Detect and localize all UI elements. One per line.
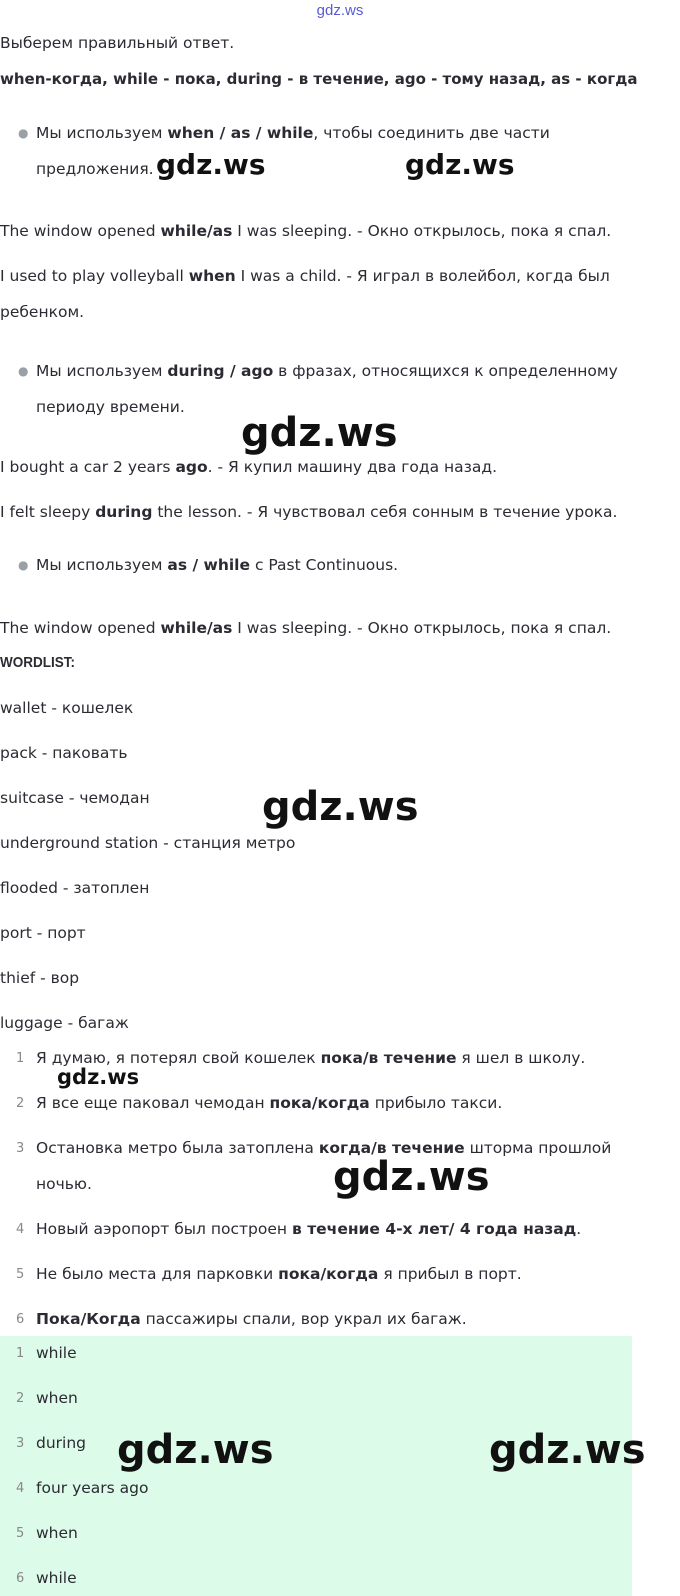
- sentence-post: прибыло такси.: [369, 1094, 503, 1112]
- example-3-pre: I bought a car 2 years: [0, 458, 176, 476]
- bullet-dot: ●: [18, 364, 29, 378]
- site-watermark-top[interactable]: gdz.ws: [316, 2, 364, 19]
- example-4-bold: during: [95, 503, 153, 521]
- rule-2-bold: during / ago: [167, 362, 274, 380]
- rule-1-pre: Мы используем: [36, 124, 168, 142]
- answer-item: when: [36, 1524, 78, 1542]
- rule-2-pre: Мы используем: [36, 362, 168, 380]
- watermark: gdz.ws: [489, 1427, 646, 1473]
- answer-number: 4: [16, 1481, 25, 1496]
- sentence-bold: пока/когда: [278, 1265, 379, 1283]
- watermark: gdz.ws: [405, 148, 515, 181]
- watermark: gdz.ws: [241, 410, 398, 456]
- example-2-bold: when: [188, 267, 236, 285]
- wordlist-heading: WORDLIST:: [0, 654, 75, 671]
- intro-text: Выберем правильный ответ.: [0, 34, 235, 52]
- sentence-pre: Остановка метро была затоплена: [36, 1139, 319, 1157]
- answer-item: when: [36, 1389, 78, 1407]
- rule-2-post: в фразах, относящихся к определенному периоду времени.: [36, 362, 618, 416]
- example-1-post: I was sleeping. - Окно открылось, пока я спал.: [232, 222, 612, 240]
- example-2-line-2: ребенком.: [0, 303, 85, 321]
- wordlist-item: pack - паковать: [0, 744, 128, 762]
- bullet-dot: ●: [18, 126, 29, 140]
- list-number: 5: [16, 1267, 25, 1282]
- rule-3-bold: as / while: [167, 556, 251, 574]
- watermark: gdz.ws: [57, 1065, 140, 1089]
- example-2-pre: I used to play volleyball: [0, 267, 189, 285]
- example-1-bold: while/as: [160, 222, 233, 240]
- sentence-post: пассажиры спали, вор украл их багаж.: [140, 1310, 467, 1328]
- watermark: gdz.ws: [117, 1427, 274, 1473]
- answer-item: while: [36, 1344, 77, 1362]
- wordlist-item: luggage - багаж: [0, 1014, 129, 1032]
- example-4: [0, 501, 617, 523]
- list-number: 4: [16, 1222, 25, 1237]
- conjunction-mapping: when-когда, while - пока, during - в течение, ago - тому назад, as - когда: [0, 70, 638, 88]
- list-number: 6: [16, 1312, 25, 1327]
- example-4-post: the lesson. - Я чувствовал себя сонным в течение урока.: [152, 503, 618, 521]
- answer-number: 1: [16, 1346, 25, 1361]
- sentence-pre: Не было места для парковки: [36, 1265, 279, 1283]
- sentence-bold: Пока/Когда: [36, 1310, 141, 1328]
- sentence-post: .: [576, 1220, 582, 1238]
- wordlist-item: underground station - станция метро: [0, 834, 296, 852]
- example-3-bold: ago: [175, 458, 208, 476]
- watermark: gdz.ws: [156, 148, 266, 181]
- sentence-bold: пока/в течение: [320, 1049, 457, 1067]
- example-5-pre: The window opened: [0, 619, 161, 637]
- wordlist-item: thief - вор: [0, 969, 80, 987]
- sentence-post: шторма прошлой ночью.: [36, 1139, 612, 1193]
- example-4-pre: I felt sleepy: [0, 503, 96, 521]
- rule-3-post: с Past Continuous.: [250, 556, 399, 574]
- list-number: 1: [16, 1051, 25, 1066]
- list-number: 3: [16, 1141, 25, 1156]
- sentence-5: [36, 1256, 656, 1292]
- rule-1-post: , чтобы соединить две части предложения.: [36, 124, 550, 178]
- sentence-bold: в течение 4-х лет/ 4 года назад: [291, 1220, 577, 1238]
- answer-number: 5: [16, 1526, 25, 1541]
- watermark: gdz.ws: [262, 784, 419, 830]
- rule-3-pre: Мы используем: [36, 556, 168, 574]
- sentence-6: [36, 1301, 656, 1337]
- answer-item: during: [36, 1434, 87, 1452]
- example-3-post: . - Я купил машину два года назад.: [207, 458, 498, 476]
- sentence-2: [36, 1085, 656, 1121]
- example-1: [0, 220, 611, 242]
- wordlist-item: suitcase - чемодан: [0, 789, 150, 807]
- sentence-post: я шел в школу.: [456, 1049, 586, 1067]
- example-1-pre: The window opened: [0, 222, 161, 240]
- answer-number: 6: [16, 1571, 25, 1586]
- example-5-post: I was sleeping. - Окно открылось, пока я спал.: [232, 619, 612, 637]
- watermark: gdz.ws: [333, 1154, 490, 1200]
- answer-number: 3: [16, 1436, 25, 1451]
- answer-item: while: [36, 1569, 77, 1587]
- wordlist-item: wallet - кошелек: [0, 699, 134, 717]
- example-2: [0, 265, 610, 287]
- rule-3: [36, 547, 656, 583]
- sentence-bold: когда/в течение: [318, 1139, 465, 1157]
- example-2-post: I was a child. - Я играл в волейбол, когда был: [235, 267, 610, 285]
- sentence-bold: пока/когда: [269, 1094, 370, 1112]
- answer-number: 2: [16, 1391, 25, 1406]
- rule-1-bold: when / as / while: [167, 124, 314, 142]
- sentence-pre: Новый аэропорт был построен: [36, 1220, 292, 1238]
- rule-1: [36, 115, 656, 187]
- sentence-4: [36, 1211, 656, 1247]
- example-5: [0, 617, 611, 639]
- sentence-pre: Я все еще паковал чемодан: [36, 1094, 270, 1112]
- bullet-dot: ●: [18, 558, 29, 572]
- list-number: 2: [16, 1096, 25, 1111]
- wordlist-item: port - порт: [0, 924, 86, 942]
- sentence-pre: Я думаю, я потерял свой кошелек: [36, 1049, 321, 1067]
- example-5-bold: while/as: [160, 619, 233, 637]
- sentence-post: я прибыл в порт.: [378, 1265, 522, 1283]
- answer-item: four years ago: [36, 1479, 149, 1497]
- example-3: [0, 456, 497, 478]
- wordlist-item: flooded - затоплен: [0, 879, 150, 897]
